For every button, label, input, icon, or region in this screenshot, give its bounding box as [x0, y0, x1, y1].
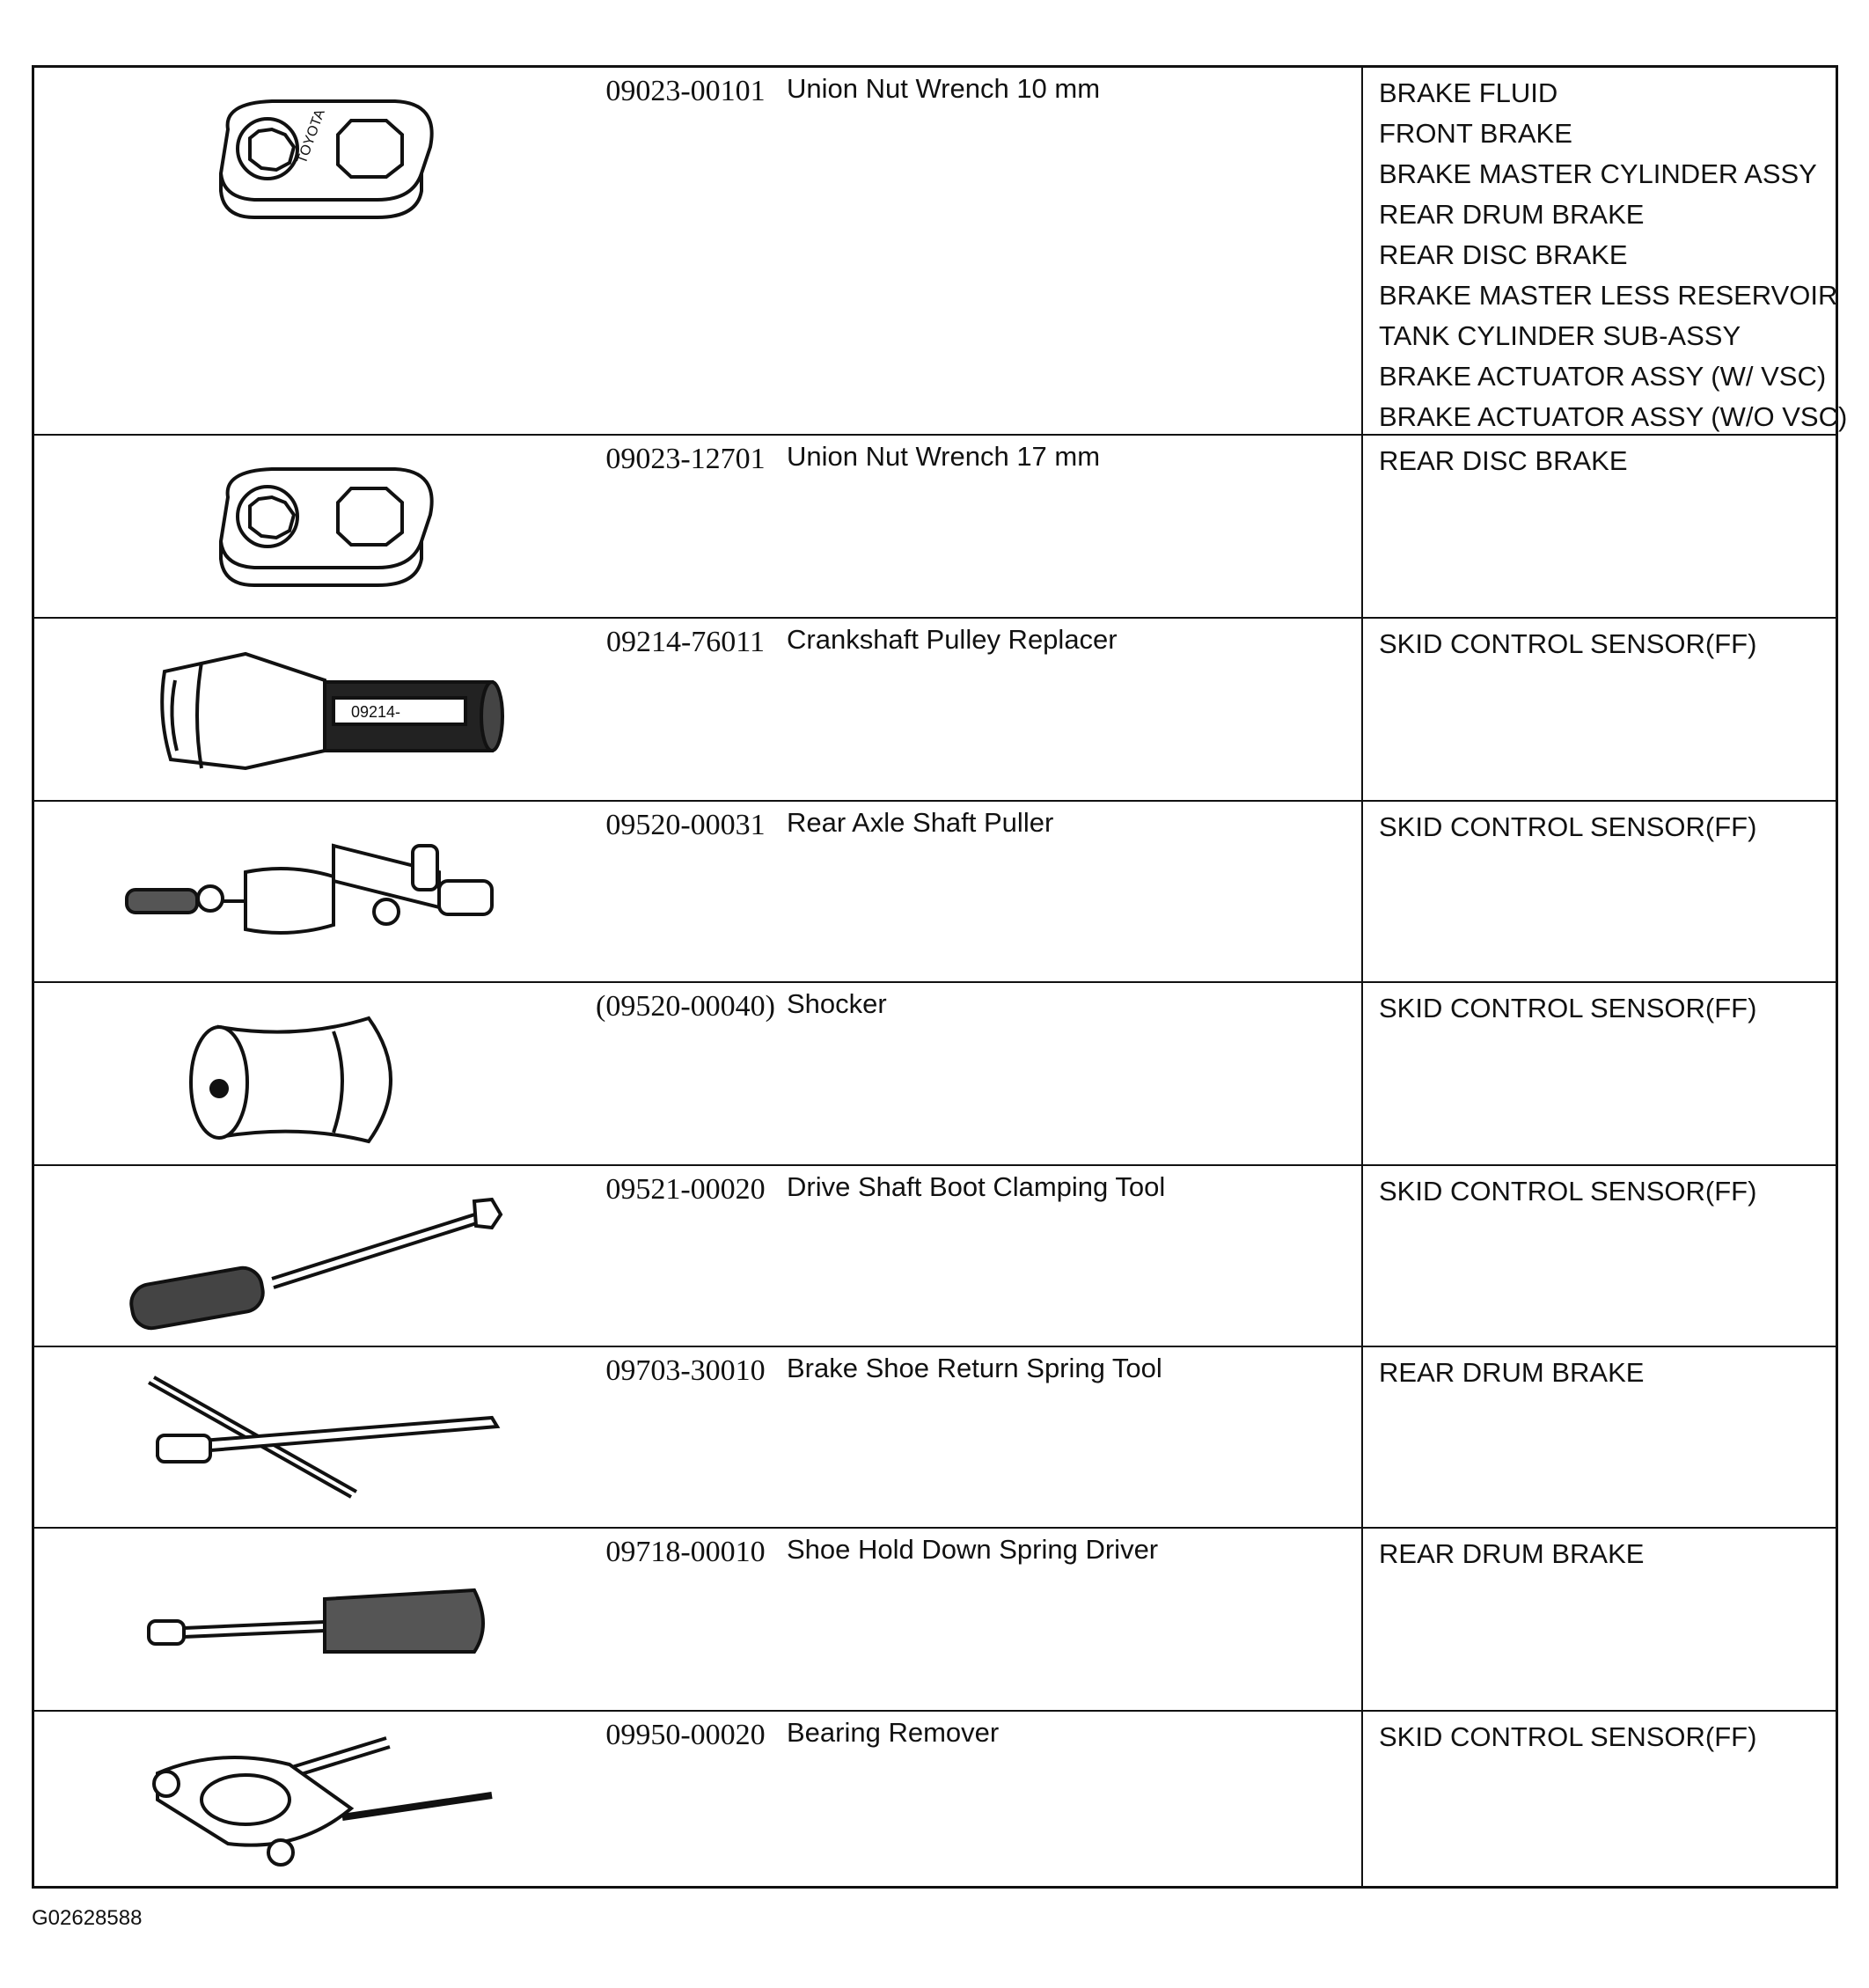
table-row: [34, 983, 1836, 1166]
applications-list: [1379, 73, 1848, 437]
table-row: [34, 1166, 1836, 1347]
application-item: REAR DISC BRAKE: [1379, 239, 1628, 270]
svg-text:TOYOTA: TOYOTA: [294, 107, 328, 166]
tool-name: Drive Shaft Boot Clamping Tool: [787, 1171, 1166, 1202]
application-item: SKID CONTROL SENSOR(FF): [1379, 628, 1757, 659]
applications-list: [1379, 1171, 1836, 1212]
application-item: REAR DRUM BRAKE: [1379, 1538, 1645, 1569]
application-item: REAR DRUM BRAKE: [1379, 199, 1645, 230]
application-item: SKID CONTROL SENSOR(FF): [1379, 1176, 1757, 1207]
tool-name: Union Nut Wrench 10 mm: [787, 73, 1101, 104]
part-number: 09718-00010: [605, 1536, 766, 1568]
tool-name: Rear Axle Shaft Puller: [787, 807, 1054, 838]
part-number: 09950-00020: [605, 1719, 766, 1751]
part-number: 09023-12701: [605, 443, 766, 475]
svg-text:09214-: 09214-: [351, 703, 401, 721]
shocker-icon: [70, 992, 562, 1159]
part-number: 09023-00101: [605, 75, 766, 107]
application-item: BRAKE MASTER LESS RESERVOIR: [1379, 280, 1838, 311]
application-item: REAR DISC BRAKE: [1379, 445, 1628, 476]
table-row: [34, 619, 1836, 802]
bearing-remover-icon: [70, 1720, 562, 1879]
union-nut-wrench-icon: [70, 444, 562, 603]
applications-list: [1379, 1353, 1836, 1393]
return-spring-tool-icon: [70, 1356, 562, 1523]
column-divider: [1361, 802, 1363, 981]
application-item: BRAKE FLUID: [1379, 77, 1558, 108]
tool-name: Shocker: [787, 988, 887, 1019]
tool-name: Union Nut Wrench 17 mm: [787, 441, 1101, 472]
column-divider: [1361, 436, 1363, 617]
spring-driver-icon: [70, 1537, 562, 1705]
application-item: FRONT BRAKE: [1379, 118, 1572, 149]
column-divider: [1361, 1712, 1363, 1886]
part-number: 09703-30010: [605, 1354, 766, 1387]
special-tools-table: [32, 65, 1848, 1889]
column-divider: [1361, 1347, 1363, 1527]
boot-clamping-tool-icon: [70, 1175, 562, 1342]
application-item: BRAKE ACTUATOR ASSY (W/ VSC): [1379, 361, 1827, 392]
tool-name: Bearing Remover: [787, 1717, 1000, 1748]
application-item: BRAKE MASTER CYLINDER ASSY: [1379, 158, 1817, 189]
column-divider: [1361, 619, 1363, 800]
part-number: 09521-00020: [605, 1173, 766, 1206]
column-divider: [1361, 1166, 1363, 1346]
pulley-replacer-icon: [70, 627, 562, 795]
part-number: (09520-00040): [596, 990, 775, 1023]
table-row: [34, 436, 1836, 619]
table-row: [34, 1529, 1836, 1712]
applications-list: [1379, 441, 1836, 481]
axle-shaft-puller-icon: [70, 811, 562, 969]
application-item: SKID CONTROL SENSOR(FF): [1379, 1721, 1757, 1752]
table-row: [34, 802, 1836, 983]
column-divider: [1361, 983, 1363, 1164]
column-divider: [1361, 1529, 1363, 1710]
part-number: 09214-76011: [605, 626, 766, 658]
application-item: SKID CONTROL SENSOR(FF): [1379, 811, 1757, 842]
union-nut-wrench-icon: [70, 77, 562, 253]
table-row: [34, 1347, 1836, 1529]
application-item: REAR DRUM BRAKE: [1379, 1357, 1645, 1388]
tool-name: Crankshaft Pulley Replacer: [787, 624, 1118, 655]
application-item: BRAKE ACTUATOR ASSY (W/O VSC): [1379, 401, 1848, 432]
tool-name: Brake Shoe Return Spring Tool: [787, 1353, 1162, 1383]
table-row: [34, 1712, 1836, 1886]
part-number: 09520-00031: [605, 809, 766, 841]
application-item: TANK CYLINDER SUB-ASSY: [1379, 320, 1741, 351]
tool-name: Shoe Hold Down Spring Driver: [787, 1534, 1159, 1565]
applications-list: [1379, 1534, 1836, 1574]
applications-list: [1379, 988, 1836, 1029]
column-divider: [1361, 68, 1363, 434]
figure-id: G02628588: [32, 1906, 143, 1930]
application-item: SKID CONTROL SENSOR(FF): [1379, 993, 1757, 1023]
applications-list: [1379, 1717, 1836, 1757]
applications-list: [1379, 624, 1836, 664]
applications-list: [1379, 807, 1836, 847]
table-row: [34, 68, 1848, 436]
